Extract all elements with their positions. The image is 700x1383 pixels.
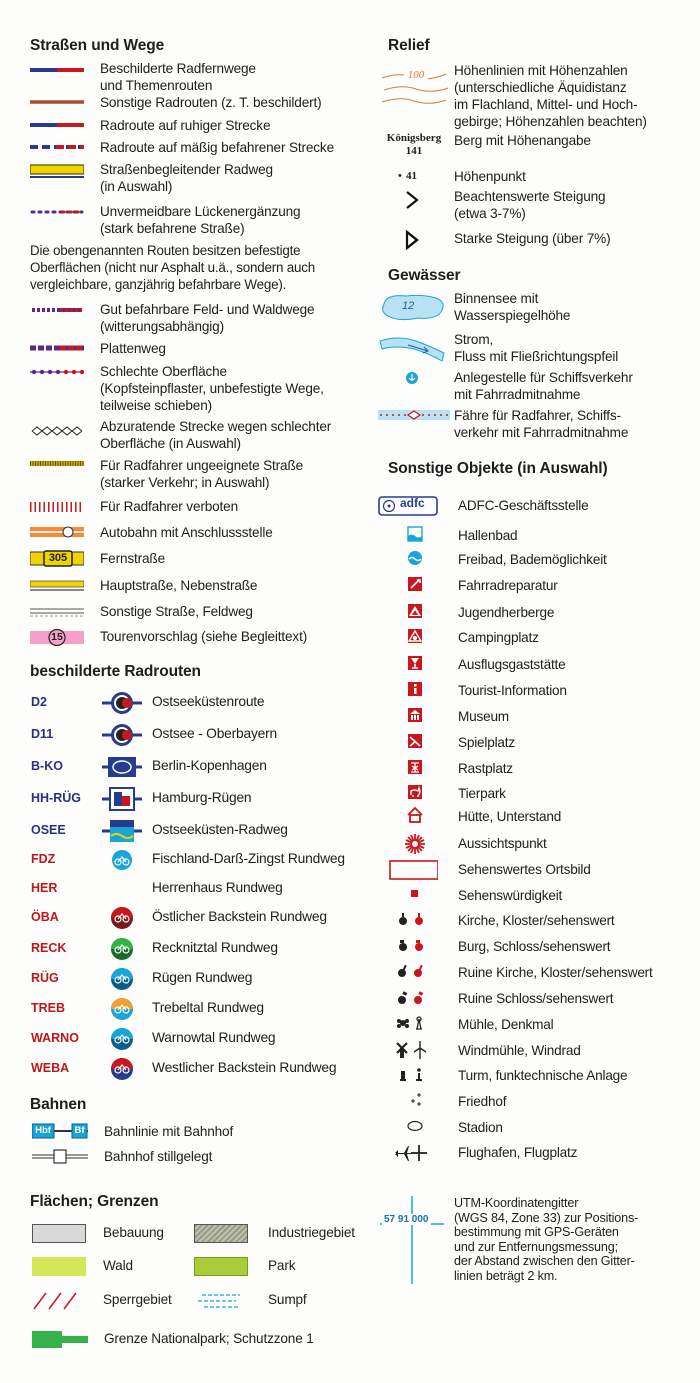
route-label: Warnowtal Rundweg bbox=[152, 1030, 276, 1045]
route-label: Ostseeküsten-Radweg bbox=[152, 822, 288, 837]
mill-monument-icon bbox=[378, 1014, 438, 1036]
motorway-line-icon bbox=[30, 524, 84, 541]
section-title-relief: Relief bbox=[388, 37, 430, 54]
camping-icon bbox=[378, 627, 438, 649]
playground-icon bbox=[378, 732, 438, 754]
legend-swamp bbox=[194, 1291, 307, 1310]
legend-label: Tourenvorschlag (siehe Begleittext) bbox=[100, 629, 308, 644]
route-label: Ostseeküstenroute bbox=[152, 694, 265, 709]
route-code: WEBA bbox=[31, 1061, 70, 1075]
object-label: ADFC-Geschäftsstelle bbox=[458, 498, 589, 513]
route-code: TREB bbox=[31, 1001, 66, 1015]
route-label: Herrenhaus Rundweg bbox=[152, 880, 283, 895]
note-line: Oberflächen (nicht nur Asphalt u.ä., sondern auch bbox=[30, 260, 315, 275]
legend-label: UTM-Koordinatengitter bbox=[454, 1196, 579, 1210]
object-label: Sehenswertes Ortsbild bbox=[458, 862, 591, 877]
legend-label: Hauptstraße, Nebenstraße bbox=[100, 578, 258, 593]
section-title-rail: Bahnen bbox=[30, 1096, 87, 1113]
legend-label: Fernstraße bbox=[100, 551, 165, 566]
ferry-icon bbox=[378, 407, 450, 441]
legend-label: Binnensee mit bbox=[454, 291, 539, 306]
note-line: vergleichbare, ganzjährig befahrbare Wege). bbox=[30, 277, 287, 292]
legend-label: und zur Entfernungsmessung; bbox=[454, 1239, 618, 1254]
youth-hostel-icon bbox=[378, 602, 438, 624]
legend-ferry bbox=[378, 407, 628, 441]
legend-label: Park bbox=[268, 1258, 296, 1273]
object-label: Tourist-Information bbox=[458, 683, 567, 698]
rest-area-icon bbox=[378, 758, 438, 780]
object-label: Friedhof bbox=[458, 1094, 507, 1109]
hamburg-ruegen-icon bbox=[102, 786, 142, 812]
legend-label: Strom, bbox=[454, 332, 494, 347]
legend-label: Beschilderte Radfernwege bbox=[100, 61, 256, 76]
legend-label: Sperrgebiet bbox=[103, 1292, 172, 1307]
object-label: Aussichtspunkt bbox=[458, 836, 547, 851]
object-label: Turm, funktechnische Anlage bbox=[458, 1068, 628, 1083]
route-code: HER bbox=[31, 881, 58, 895]
object-label: Museum bbox=[458, 709, 509, 724]
legend-label: (etwa 3-7%) bbox=[454, 206, 526, 221]
route-label: Berlin-Kopenhagen bbox=[152, 758, 267, 773]
round-route-bike-icon bbox=[102, 966, 142, 992]
legend-label: (unterschiedliche Äquidistanz bbox=[454, 80, 627, 95]
lake-icon bbox=[378, 290, 450, 324]
field-path-line-icon bbox=[30, 301, 84, 335]
legend-label: Wasserspiegelhöhe bbox=[454, 308, 571, 323]
round-route-bike-icon bbox=[102, 1056, 142, 1082]
federal-road-icon bbox=[30, 550, 84, 567]
shelter-icon bbox=[378, 806, 438, 828]
legend-bad-surface bbox=[30, 363, 324, 414]
legend-label: (witterungsabhängig) bbox=[100, 319, 224, 334]
legend-spot-height bbox=[378, 168, 526, 185]
dotted-line-icon bbox=[30, 203, 84, 237]
legend-label: Wald bbox=[103, 1258, 133, 1273]
legend-steep-slope bbox=[378, 230, 610, 247]
object-label: Spielplatz bbox=[458, 735, 515, 750]
bike-circle-icon bbox=[102, 847, 142, 873]
forbidden-line-icon bbox=[30, 498, 84, 515]
restricted-area-icon bbox=[32, 1291, 86, 1310]
object-label: Jugendherberge bbox=[458, 605, 555, 620]
legend-label: Höhenpunkt bbox=[454, 169, 526, 184]
legend-quiet-route bbox=[30, 117, 270, 134]
slab-path-line-icon bbox=[30, 340, 84, 357]
main-road-line-icon bbox=[30, 577, 84, 594]
object-label: Sehenswürdigkeit bbox=[458, 888, 563, 903]
utm-grid-icon bbox=[378, 1196, 448, 1286]
adfc-logo-text: adfc bbox=[400, 496, 425, 510]
section-title-water: Gewässer bbox=[388, 267, 461, 284]
mountain-height: 141 bbox=[405, 145, 423, 157]
indoor-pool-icon bbox=[378, 525, 438, 547]
mountain-name: Königsberg bbox=[386, 132, 442, 144]
brown-line-icon bbox=[30, 94, 84, 111]
section-title-signed-routes: beschilderte Radrouten bbox=[30, 663, 201, 680]
object-label: Ruine Kirche, Kloster/sehenswert bbox=[458, 965, 653, 980]
viewpoint-icon bbox=[378, 833, 438, 855]
legend-forbidden bbox=[30, 498, 238, 515]
route-code: RECK bbox=[31, 941, 67, 955]
legend-moderate-route bbox=[30, 139, 334, 156]
townscape-icon bbox=[378, 859, 438, 881]
legend-label: Schlechte Oberfläche bbox=[100, 364, 227, 379]
legend-gap-completion bbox=[30, 203, 300, 237]
legend-label: Industriegebiet bbox=[268, 1225, 355, 1240]
legend-roadside-path bbox=[30, 161, 273, 195]
forest-swatch bbox=[32, 1257, 86, 1276]
legend-label: im Flachland, Mittel- und Hoch- bbox=[454, 97, 638, 112]
sight-icon bbox=[378, 885, 438, 907]
legend-industrial bbox=[194, 1224, 355, 1243]
museum-icon bbox=[378, 706, 438, 728]
section-title-areas: Flächen; Grenzen bbox=[30, 1193, 159, 1210]
windmill-icon bbox=[378, 1040, 438, 1062]
route-code: RÜG bbox=[31, 971, 59, 985]
object-label: Burg, Schloss/sehenswert bbox=[458, 939, 611, 954]
legend-mountain bbox=[378, 132, 591, 166]
church-icon bbox=[378, 910, 438, 932]
legend-slab-path bbox=[30, 340, 166, 357]
legend-label: (starker Verkehr; in Auswahl) bbox=[100, 475, 270, 490]
legend-built-up bbox=[32, 1224, 164, 1243]
built-up-swatch bbox=[32, 1224, 86, 1243]
legend-label: Straßenbegleitender Radweg bbox=[100, 162, 273, 177]
bf-label: Bf bbox=[74, 1125, 85, 1136]
legend-label: Starke Steigung (über 7%) bbox=[454, 231, 611, 246]
legend-label: Sonstige Radrouten (z. T. beschildert) bbox=[100, 95, 322, 110]
park-swatch bbox=[194, 1257, 248, 1276]
route-label: Trebeltal Rundweg bbox=[152, 1000, 264, 1015]
legend-label: Gut befahrbare Feld- und Waldwege bbox=[100, 302, 315, 317]
legend-label: Fluss mit Fließrichtungspfeil bbox=[454, 349, 619, 364]
chain-line-icon bbox=[30, 418, 84, 452]
closed-station-icon bbox=[32, 1148, 88, 1165]
legend-label: Für Radfahrer verboten bbox=[100, 499, 238, 514]
legend-label: Berg mit Höhenangabe bbox=[454, 133, 591, 148]
legend-label: Plattenweg bbox=[100, 341, 166, 356]
berlin-copenhagen-icon bbox=[102, 754, 142, 780]
legend-tour-suggestion bbox=[30, 628, 307, 647]
outdoor-pool-icon bbox=[378, 549, 438, 571]
legend-label: Radroute auf mäßig befahrener Strecke bbox=[100, 140, 334, 155]
route-code: FDZ bbox=[31, 852, 56, 866]
legend-label: Bahnhof stillgelegt bbox=[104, 1149, 213, 1164]
section-title-other: Sonstige Objekte (in Auswahl) bbox=[388, 460, 608, 477]
route-label: Östlicher Backstein Rundweg bbox=[152, 909, 327, 924]
legend-label: Für Radfahrer ungeeignete Straße bbox=[100, 458, 304, 473]
surface-note bbox=[30, 242, 315, 293]
object-label: Freibad, Bademöglichkeit bbox=[458, 552, 607, 567]
stadium-icon bbox=[378, 1117, 438, 1139]
legend-other-routes bbox=[30, 94, 321, 111]
legend-contour-lines bbox=[378, 62, 647, 130]
legend-main-road bbox=[30, 577, 257, 594]
airport-icon bbox=[378, 1142, 438, 1164]
legend-motorway bbox=[30, 524, 273, 541]
legend-landing-stage bbox=[378, 369, 633, 403]
route-label: Westlicher Backstein Rundweg bbox=[152, 1060, 337, 1075]
yellow-road-line-icon bbox=[30, 161, 84, 195]
object-label: Stadion bbox=[458, 1120, 503, 1135]
legend-label: Autobahn mit Anschlussstelle bbox=[100, 525, 273, 540]
legend-signed-long-distance bbox=[30, 60, 256, 94]
euro-velo-route-icon bbox=[102, 690, 142, 716]
legend-railway bbox=[32, 1123, 233, 1140]
route-label: Recknitztal Rundweg bbox=[152, 940, 278, 955]
legend-label: Bebauung bbox=[103, 1225, 164, 1240]
euro-velo-route-icon bbox=[102, 722, 142, 748]
road-number-badge: 305 bbox=[48, 552, 68, 564]
legend-label: Höhenlinien mit Höhenzahlen bbox=[454, 63, 628, 78]
castle-icon bbox=[378, 936, 438, 958]
route-label: Fischland-Darß-Zingst Rundweg bbox=[152, 851, 345, 866]
legend-label: linien beträgt 2 km. bbox=[454, 1268, 558, 1283]
round-route-bike-icon bbox=[102, 996, 142, 1022]
route-code: D11 bbox=[31, 727, 54, 741]
legend-restricted bbox=[32, 1291, 172, 1310]
legend-label: verkehr mit Fahrradmitnahme bbox=[454, 425, 629, 440]
tour-number-badge: 15 bbox=[51, 631, 63, 643]
legend-label: Anlegestelle für Schiffsverkehr bbox=[454, 370, 633, 385]
object-label: Tierpark bbox=[458, 786, 506, 801]
no-route-icon bbox=[102, 876, 142, 902]
landing-stage-icon bbox=[378, 369, 450, 403]
section-title-roads: Straßen und Wege bbox=[30, 37, 165, 54]
legend-river bbox=[378, 331, 618, 365]
cemetery-icon bbox=[378, 1091, 438, 1113]
church-ruin-icon bbox=[378, 962, 438, 984]
national-park-border-icon bbox=[32, 1330, 88, 1349]
round-route-bike-icon bbox=[102, 936, 142, 962]
legend-label: Beachtenswerte Steigung bbox=[454, 189, 606, 204]
legend-label: bestimmung mit GPS-Geräten bbox=[454, 1225, 619, 1239]
route-label: Rügen Rundweg bbox=[152, 970, 253, 985]
legend-field-paths bbox=[30, 301, 314, 335]
object-label: Hallenbad bbox=[458, 528, 518, 543]
legend-label: Abzuratende Strecke wegen schlechter bbox=[100, 419, 332, 434]
legend-park bbox=[194, 1257, 295, 1276]
legend-label: (in Auswahl) bbox=[100, 179, 173, 194]
castle-ruin-icon bbox=[378, 988, 438, 1010]
route-code: OSEE bbox=[31, 823, 66, 837]
legend-national-park bbox=[32, 1330, 314, 1349]
legend-label: Fähre für Radfahrer, Schiffs- bbox=[454, 408, 621, 423]
restaurant-icon bbox=[378, 654, 438, 676]
legend-label: gebirge; Höhenzahlen beachten) bbox=[454, 114, 647, 129]
legend-forest bbox=[32, 1257, 133, 1276]
baltic-coast-route-icon bbox=[102, 818, 142, 844]
legend-moderate-slope bbox=[378, 188, 605, 222]
round-route-bike-icon bbox=[102, 1026, 142, 1052]
contour-value: 100 bbox=[407, 69, 425, 81]
steep-slope-icon bbox=[378, 230, 450, 247]
slope-chevron-icon bbox=[378, 188, 450, 222]
legend-label: der Abstand zwischen den Gitter- bbox=[454, 1254, 635, 1268]
adfc-icon bbox=[378, 495, 438, 517]
legend-discouraged bbox=[30, 418, 331, 452]
railway-station-icon bbox=[32, 1123, 88, 1140]
legend-label: und Themenrouten bbox=[100, 78, 213, 93]
legend-label: (stark befahrene Straße) bbox=[100, 221, 245, 236]
object-label: Flughafen, Flugplatz bbox=[458, 1145, 578, 1160]
round-route-bike-icon bbox=[102, 905, 142, 931]
object-label: Fahrradreparatur bbox=[458, 578, 558, 593]
route-code: B-KO bbox=[31, 759, 63, 773]
hbf-label: Hbf bbox=[35, 1125, 51, 1136]
route-code: HH-RÜG bbox=[31, 791, 81, 805]
legend-lake bbox=[378, 290, 570, 324]
spot-height-value: 41 bbox=[406, 170, 417, 182]
legend-utm-grid bbox=[378, 1196, 638, 1286]
route-code: ÖBA bbox=[31, 910, 59, 924]
note-line: Die obengenannten Routen besitzen befestigte bbox=[30, 243, 301, 258]
lake-value: 12 bbox=[402, 300, 415, 312]
object-label: Rastplatz bbox=[458, 761, 513, 776]
legend-label: (Kopfsteinpflaster, unbefestigte Wege, bbox=[100, 381, 324, 396]
tour-suggestion-icon bbox=[30, 628, 84, 647]
object-label: Windmühle, Windrad bbox=[458, 1043, 581, 1058]
other-road-line-icon bbox=[30, 603, 84, 620]
object-label: Mühle, Denkmal bbox=[458, 1017, 554, 1032]
legend-label: Grenze Nationalpark; Schutzzone 1 bbox=[104, 1331, 314, 1346]
legend-label: mit Fahrradmitnahme bbox=[454, 387, 581, 402]
legend-label: (WGS 84, Zone 33) zur Positions- bbox=[454, 1210, 639, 1225]
river-icon bbox=[378, 331, 450, 365]
legend-label: Sonstige Straße, Feldweg bbox=[100, 604, 253, 619]
route-code: D2 bbox=[31, 695, 47, 709]
object-label: Ruine Schloss/sehenswert bbox=[458, 991, 614, 1006]
spot-height-icon: • 41 bbox=[398, 170, 417, 182]
legend-label: teilweise schieben) bbox=[100, 398, 213, 413]
object-label: Hütte, Unterstand bbox=[458, 809, 562, 824]
object-label: Ausflugsgaststätte bbox=[458, 657, 566, 672]
legend-label: Bahnlinie mit Bahnhof bbox=[104, 1124, 234, 1139]
object-label: Kirche, Kloster/sehenswert bbox=[458, 913, 615, 928]
legend-label: Radroute auf ruhiger Strecke bbox=[100, 118, 271, 133]
tower-icon bbox=[378, 1065, 438, 1087]
dashed-route-line-icon bbox=[30, 139, 84, 156]
legend-railway-closed bbox=[32, 1148, 212, 1165]
contour-lines-icon bbox=[378, 62, 450, 130]
route-label: Ostsee - Oberbayern bbox=[152, 726, 278, 741]
zoo-icon bbox=[378, 783, 438, 805]
utm-coordinate: 57 91 000 bbox=[384, 1214, 429, 1225]
unsuitable-road-icon bbox=[30, 457, 84, 491]
route-code: WARNO bbox=[31, 1031, 79, 1045]
legend-label: Sumpf bbox=[268, 1292, 307, 1307]
legend-label: Oberfläche (in Auswahl) bbox=[100, 436, 241, 451]
signed-route-line-icon bbox=[30, 60, 84, 94]
legend-unsuitable bbox=[30, 457, 303, 491]
legend-label: Unvermeidbare Lückenergänzung bbox=[100, 204, 301, 219]
swamp-icon bbox=[194, 1291, 248, 1310]
quiet-route-line-icon bbox=[30, 117, 84, 134]
industrial-swatch bbox=[194, 1224, 248, 1243]
bike-repair-icon bbox=[378, 575, 438, 597]
object-label: Campingplatz bbox=[458, 630, 539, 645]
legend-other-road bbox=[30, 603, 253, 620]
route-label: Hamburg-Rügen bbox=[152, 790, 252, 805]
legend-federal-road bbox=[30, 550, 165, 567]
mountain-label-icon bbox=[378, 132, 450, 166]
info-icon bbox=[378, 680, 438, 702]
bad-surface-line-icon bbox=[30, 363, 84, 414]
